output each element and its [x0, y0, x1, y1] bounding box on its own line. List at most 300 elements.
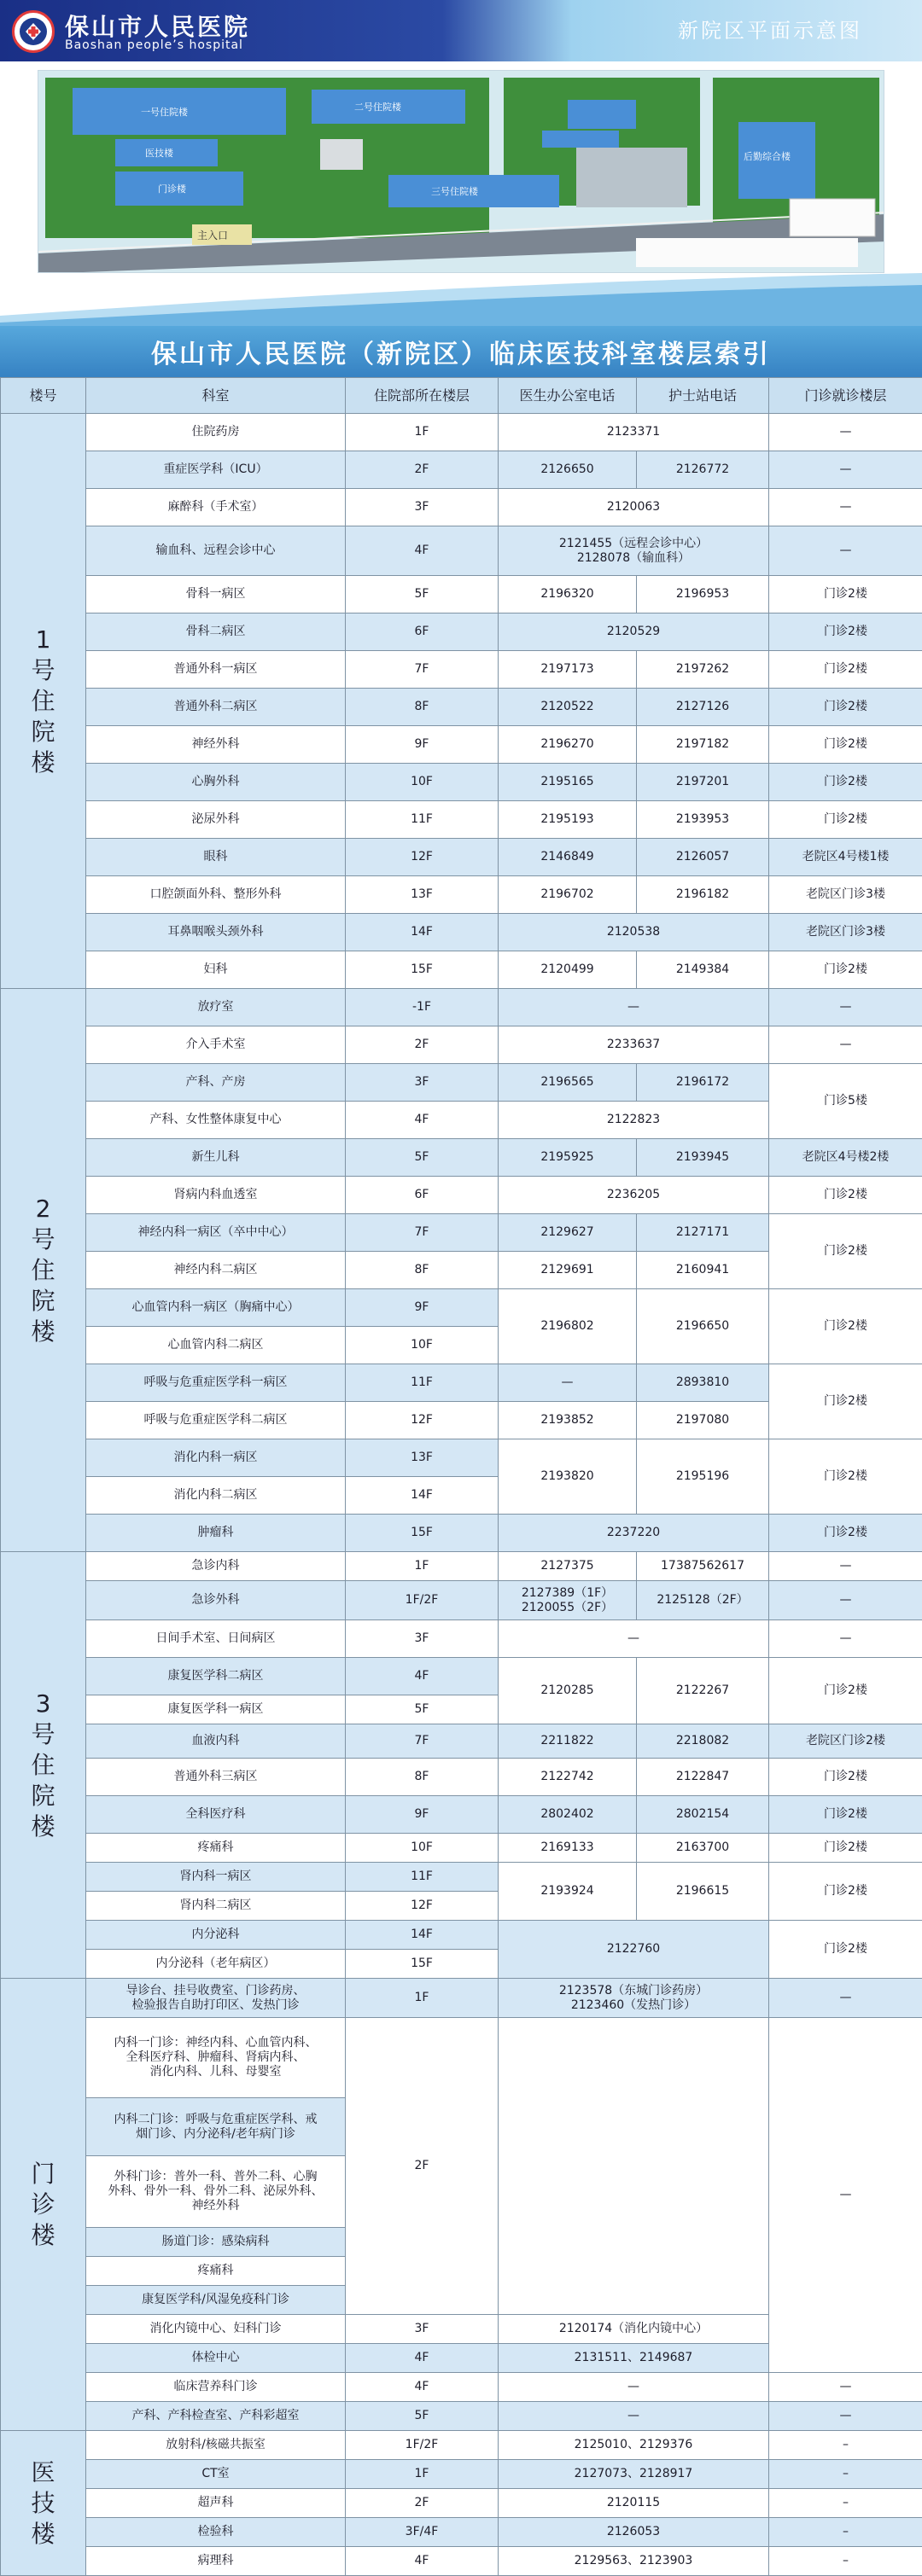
- floor-cell: 8F: [346, 1252, 499, 1289]
- floor-cell: 7F: [346, 651, 499, 689]
- doctor-cell: 2195165: [499, 764, 637, 801]
- hospital-name-en: Baoshan people’s hospital: [65, 38, 243, 52]
- phone-cell: 2127073、2128917: [499, 2460, 769, 2489]
- table-row: [1, 2402, 922, 2431]
- floor-cell: 8F: [346, 689, 499, 726]
- clinic-cell: 门诊2楼: [769, 1214, 922, 1289]
- department-cell: 急诊内科: [86, 1552, 346, 1581]
- table-row: [1, 1658, 922, 1695]
- floor-cell: 7F: [346, 1724, 499, 1759]
- department-cell: 消化内科二病区: [86, 1477, 346, 1515]
- map-label-tech: 医技楼: [145, 147, 174, 159]
- clinic-cell: 门诊2楼: [769, 1439, 922, 1515]
- doctor-cell: 2196702: [499, 876, 637, 914]
- phone-cell: 2120174（消化内镜中心）: [499, 2315, 769, 2344]
- department-cell: 肿瘤科: [86, 1515, 346, 1552]
- column-header: 住院部所在楼层: [346, 378, 499, 414]
- building-name: 1 号 住 院 楼: [1, 414, 86, 989]
- table-row: [1, 489, 922, 526]
- department-cell: 外科门诊：普外一科、普外二科、心胸 外科、骨外一科、骨外二科、泌尿外科、 神经外科: [86, 2156, 346, 2228]
- department-cell: 病理科: [86, 2547, 346, 2576]
- floor-cell: 11F: [346, 801, 499, 839]
- phone-cell: 2121455（远程会诊中心） 2128078（输血科）: [499, 526, 769, 576]
- department-cell: 呼吸与危重症医学科二病区: [86, 1402, 346, 1439]
- nurse-cell: 2126057: [637, 839, 769, 876]
- doctor-cell: —: [499, 1364, 637, 1402]
- nurse-cell: 2196172: [637, 1064, 769, 1102]
- department-cell: 肾病内科血透室: [86, 1177, 346, 1214]
- floor-cell: 1F: [346, 1552, 499, 1581]
- clinic-cell: —: [769, 2373, 922, 2402]
- clinic-cell: —: [769, 989, 922, 1026]
- clinic-cell: —: [769, 414, 922, 451]
- department-cell: 介入手术室: [86, 1026, 346, 1064]
- department-cell: 泌尿外科: [86, 801, 346, 839]
- clinic-cell: —: [769, 2402, 922, 2431]
- clinic-cell: 门诊2楼: [769, 613, 922, 651]
- department-cell: 康复医学科二病区: [86, 1658, 346, 1695]
- clinic-cell: –: [769, 2460, 922, 2489]
- department-cell: 内分泌科: [86, 1921, 346, 1950]
- floor-cell: 3F/4F: [346, 2518, 499, 2547]
- clinic-cell: –: [769, 2547, 922, 2576]
- nurse-cell: 2802154: [637, 1796, 769, 1834]
- department-cell: 康复医学科一病区: [86, 1695, 346, 1724]
- doctor-cell: 2120522: [499, 689, 637, 726]
- decorative-wave: [0, 273, 922, 326]
- phone-cell: 2237220: [499, 1515, 769, 1552]
- phone-cell: 2123578（东城门诊药房） 2123460（发热门诊）: [499, 1979, 769, 2018]
- nurse-cell: 2160941: [637, 1252, 769, 1289]
- department-cell: 妇科: [86, 951, 346, 989]
- floor-cell: 3F: [346, 1620, 499, 1658]
- column-header: 护士站电话: [637, 378, 769, 414]
- department-cell: 内科一门诊：神经内科、心血管内科、 全科医疗科、肿瘤科、肾病内科、 消化内科、儿科、母婴室: [86, 2018, 346, 2098]
- map-label-b1: 一号住院楼: [141, 106, 189, 118]
- floor-cell: 4F: [346, 1658, 499, 1695]
- department-cell: 消化内镜中心、妇科门诊: [86, 2315, 346, 2344]
- nurse-cell: 2197182: [637, 726, 769, 764]
- table-row: [1, 2489, 922, 2518]
- floor-cell: 13F: [346, 876, 499, 914]
- doctor-cell: 2195193: [499, 801, 637, 839]
- doctor-cell: 2193852: [499, 1402, 637, 1439]
- clinic-cell: 门诊2楼: [769, 1515, 922, 1552]
- table-row: [1, 989, 922, 1026]
- department-cell: 神经外科: [86, 726, 346, 764]
- floor-cell: 6F: [346, 1177, 499, 1214]
- department-cell: 骨科一病区: [86, 576, 346, 613]
- clinic-cell: 门诊2楼: [769, 1921, 922, 1979]
- floor-cell: 2F: [346, 451, 499, 489]
- clinic-cell: 门诊5楼: [769, 1064, 922, 1139]
- nurse-cell: 2197080: [637, 1402, 769, 1439]
- department-cell: 心胸外科: [86, 764, 346, 801]
- table-row: [1, 2460, 922, 2489]
- department-cell: 肠道门诊：感染病科: [86, 2228, 346, 2257]
- department-cell: 产科、女性整体康复中心: [86, 1102, 346, 1139]
- floor-cell: 7F: [346, 1214, 499, 1252]
- department-cell: 放疗室: [86, 989, 346, 1026]
- floor-cell: 5F: [346, 1139, 499, 1177]
- doctor-cell: 2211822: [499, 1724, 637, 1759]
- clinic-cell: 老院区4号楼1楼: [769, 839, 922, 876]
- floor-cell: 8F: [346, 1759, 499, 1796]
- department-cell: 新生儿科: [86, 1139, 346, 1177]
- table-row: [1, 451, 922, 489]
- clinic-cell: 门诊2楼: [769, 689, 922, 726]
- table-row: [1, 613, 922, 651]
- department-cell: 体检中心: [86, 2344, 346, 2373]
- department-cell: 普通外科二病区: [86, 689, 346, 726]
- floor-cell: 3F: [346, 1064, 499, 1102]
- doctor-cell: 2126650: [499, 451, 637, 489]
- building-name: 门 诊 楼: [1, 1979, 86, 2431]
- column-header: 医生办公室电话: [499, 378, 637, 414]
- department-floor-index-table: [0, 377, 922, 2576]
- table-row: [1, 1289, 922, 1327]
- table-row: [1, 1979, 922, 2018]
- nurse-cell: 2125128（2F）: [637, 1581, 769, 1620]
- doctor-cell: 2146849: [499, 839, 637, 876]
- department-cell: 口腔颌面外科、整形外科: [86, 876, 346, 914]
- table-row: [1, 1214, 922, 1252]
- department-cell: 耳鼻咽喉头颈外科: [86, 914, 346, 951]
- nurse-cell: 2218082: [637, 1724, 769, 1759]
- department-cell: 临床营养科门诊: [86, 2373, 346, 2402]
- doctor-cell: 2196802: [499, 1289, 637, 1364]
- department-cell: 急诊外科: [86, 1581, 346, 1620]
- department-cell: 放射科/核磁共振室: [86, 2431, 346, 2460]
- clinic-cell: —: [769, 2018, 922, 2373]
- table-row: [1, 876, 922, 914]
- table-row: [1, 801, 922, 839]
- table-row: [1, 651, 922, 689]
- floor-cell: 14F: [346, 1477, 499, 1515]
- floor-cell: 3F: [346, 489, 499, 526]
- floor-cell: 12F: [346, 1402, 499, 1439]
- floor-cell: 2F: [346, 1026, 499, 1064]
- nurse-cell: 2122847: [637, 1759, 769, 1796]
- table-row: [1, 1834, 922, 1863]
- nurse-cell: 2122267: [637, 1658, 769, 1724]
- table-row: [1, 2018, 922, 2098]
- clinic-cell: 门诊2楼: [769, 651, 922, 689]
- clinic-cell: —: [769, 451, 922, 489]
- floor-cell: 2F: [346, 2018, 499, 2315]
- clinic-cell: –: [769, 2431, 922, 2460]
- department-cell: 骨科二病区: [86, 613, 346, 651]
- clinic-cell: –: [769, 2518, 922, 2547]
- doctor-cell: 2193924: [499, 1863, 637, 1921]
- doctor-cell: 2122742: [499, 1759, 637, 1796]
- doctor-cell: 2127389（1F） 2120055（2F）: [499, 1581, 637, 1620]
- floor-cell: 4F: [346, 1102, 499, 1139]
- department-cell: 血液内科: [86, 1724, 346, 1759]
- floor-cell: 10F: [346, 1327, 499, 1364]
- table-row: [1, 2431, 922, 2460]
- table-row: [1, 1139, 922, 1177]
- clinic-cell: 门诊2楼: [769, 1658, 922, 1724]
- floor-cell: 3F: [346, 2315, 499, 2344]
- floor-cell: 1F: [346, 2460, 499, 2489]
- phone-cell: 2120063: [499, 489, 769, 526]
- clinic-cell: 老院区门诊2楼: [769, 1724, 922, 1759]
- table-row: [1, 576, 922, 613]
- clinic-cell: —: [769, 526, 922, 576]
- clinic-cell: 老院区4号楼2楼: [769, 1139, 922, 1177]
- doctor-cell: 2195925: [499, 1139, 637, 1177]
- table-row: [1, 1759, 922, 1796]
- nurse-cell: 2127171: [637, 1214, 769, 1252]
- table-row: [1, 526, 922, 576]
- table-row: [1, 1921, 922, 1950]
- clinic-cell: —: [769, 1581, 922, 1620]
- table-row: [1, 1796, 922, 1834]
- clinic-cell: 门诊2楼: [769, 1796, 922, 1834]
- clinic-cell: 门诊2楼: [769, 726, 922, 764]
- department-cell: 产科、产科检查室、产科彩超室: [86, 2402, 346, 2431]
- doctor-cell: 2196320: [499, 576, 637, 613]
- nurse-cell: 2163700: [637, 1834, 769, 1863]
- clinic-cell: 门诊2楼: [769, 764, 922, 801]
- floor-cell: 15F: [346, 1950, 499, 1979]
- hospital-name: 保山市人民医院: [65, 9, 250, 43]
- clinic-cell: —: [769, 1979, 922, 2018]
- floor-cell: 5F: [346, 1695, 499, 1724]
- nurse-cell: 2193953: [637, 801, 769, 839]
- clinic-cell: 门诊2楼: [769, 1177, 922, 1214]
- department-cell: 普通外科三病区: [86, 1759, 346, 1796]
- table-row: [1, 2518, 922, 2547]
- floor-cell: 10F: [346, 1834, 499, 1863]
- floor-cell: 1F: [346, 1979, 499, 2018]
- table-row: [1, 764, 922, 801]
- building-name: 3 号 住 院 楼: [1, 1552, 86, 1979]
- phone-cell: 2236205: [499, 1177, 769, 1214]
- floor-cell: 14F: [346, 1921, 499, 1950]
- phone-cell: 2233637: [499, 1026, 769, 1064]
- floor-cell: 9F: [346, 1796, 499, 1834]
- nurse-cell: 2127126: [637, 689, 769, 726]
- department-cell: 疼痛科: [86, 2257, 346, 2286]
- table-row: [1, 1177, 922, 1214]
- table-row: [1, 2547, 922, 2576]
- department-cell: 麻醉科（手术室）: [86, 489, 346, 526]
- clinic-cell: 门诊2楼: [769, 1863, 922, 1921]
- department-cell: 产科、产房: [86, 1064, 346, 1102]
- department-cell: 神经内科二病区: [86, 1252, 346, 1289]
- department-cell: 心血管内科二病区: [86, 1327, 346, 1364]
- floor-cell: 2F: [346, 2489, 499, 2518]
- doctor-cell: 2802402: [499, 1796, 637, 1834]
- floor-cell: 12F: [346, 839, 499, 876]
- department-cell: 内分泌科（老年病区）: [86, 1950, 346, 1979]
- nurse-cell: 2196615: [637, 1863, 769, 1921]
- map-label-entry: 主入口: [197, 230, 228, 241]
- table-row: [1, 1026, 922, 1064]
- table-row: [1, 1620, 922, 1658]
- clinic-cell: —: [769, 489, 922, 526]
- nurse-cell: 2149384: [637, 951, 769, 989]
- floor-cell: 14F: [346, 914, 499, 951]
- phone-cell: 2126053: [499, 2518, 769, 2547]
- doctor-cell: 2129691: [499, 1252, 637, 1289]
- phone-cell: 2122760: [499, 1921, 769, 1979]
- floor-cell: 1F/2F: [346, 1581, 499, 1620]
- phone-cell: 2123371: [499, 414, 769, 451]
- floor-cell: 9F: [346, 726, 499, 764]
- doctor-cell: 2129627: [499, 1214, 637, 1252]
- floor-cell: 11F: [346, 1863, 499, 1892]
- nurse-cell: 2196650: [637, 1289, 769, 1364]
- clinic-cell: 门诊2楼: [769, 1834, 922, 1863]
- department-cell: 呼吸与危重症医学科一病区: [86, 1364, 346, 1402]
- phone-cell: —: [499, 1620, 769, 1658]
- nurse-cell: 2196953: [637, 576, 769, 613]
- floor-cell: 10F: [346, 764, 499, 801]
- phone-cell: [499, 2018, 769, 2315]
- doctor-cell: 2193820: [499, 1439, 637, 1515]
- department-cell: 输血科、远程会诊中心: [86, 526, 346, 576]
- hospital-logo: [12, 10, 55, 53]
- table-row: [1, 1552, 922, 1581]
- department-cell: 普通外科一病区: [86, 651, 346, 689]
- table-row: [1, 1064, 922, 1102]
- table-row: [1, 1581, 922, 1620]
- doctor-cell: 2196565: [499, 1064, 637, 1102]
- floor-cell: 4F: [346, 2344, 499, 2373]
- department-cell: 康复医学科/风湿免疫科门诊: [86, 2286, 346, 2315]
- map-label-out: 门诊楼: [158, 183, 187, 195]
- table-row: [1, 1364, 922, 1402]
- department-cell: 眼科: [86, 839, 346, 876]
- phone-cell: —: [499, 2402, 769, 2431]
- department-cell: 神经内科一病区（卒中中心）: [86, 1214, 346, 1252]
- campus-map: [38, 70, 884, 273]
- nurse-cell: 17387562617: [637, 1552, 769, 1581]
- building-name: 医 技 楼: [1, 2431, 86, 2576]
- floor-cell: 4F: [346, 2547, 499, 2576]
- clinic-cell: 老院区门诊3楼: [769, 876, 922, 914]
- column-header: 楼号: [1, 378, 86, 414]
- phone-cell: 2120115: [499, 2489, 769, 2518]
- phone-cell: 2120529: [499, 613, 769, 651]
- phone-cell: —: [499, 2373, 769, 2402]
- clinic-cell: 门诊2楼: [769, 951, 922, 989]
- phone-cell: —: [499, 989, 769, 1026]
- floor-cell: 6F: [346, 613, 499, 651]
- clinic-cell: 门诊2楼: [769, 576, 922, 613]
- floor-cell: 12F: [346, 1892, 499, 1921]
- department-cell: 日间手术室、日间病区: [86, 1620, 346, 1658]
- department-cell: 重症医学科（ICU）: [86, 451, 346, 489]
- floor-cell: 4F: [346, 2373, 499, 2402]
- phone-cell: 2122823: [499, 1102, 769, 1139]
- phone-cell: 2120538: [499, 914, 769, 951]
- table-row: [1, 1439, 922, 1477]
- department-cell: 全科医疗科: [86, 1796, 346, 1834]
- department-cell: 肾内科二病区: [86, 1892, 346, 1921]
- nurse-cell: 2196182: [637, 876, 769, 914]
- doctor-cell: 2196270: [499, 726, 637, 764]
- clinic-cell: 门诊2楼: [769, 1759, 922, 1796]
- clinic-cell: —: [769, 1026, 922, 1064]
- nurse-cell: 2193945: [637, 1139, 769, 1177]
- clinic-cell: 门诊2楼: [769, 1289, 922, 1364]
- table-row: [1, 414, 922, 451]
- clinic-cell: —: [769, 1620, 922, 1658]
- floor-cell: 9F: [346, 1289, 499, 1327]
- department-cell: 消化内科一病区: [86, 1439, 346, 1477]
- column-header: 门诊就诊楼层: [769, 378, 922, 414]
- header-bar: [0, 0, 922, 61]
- floor-cell: 4F: [346, 526, 499, 576]
- nurse-cell: 2126772: [637, 451, 769, 489]
- table-row: [1, 839, 922, 876]
- doctor-cell: 2120285: [499, 1658, 637, 1724]
- clinic-cell: 老院区门诊3楼: [769, 914, 922, 951]
- clinic-cell: –: [769, 2489, 922, 2518]
- building-name: 2 号 住 院 楼: [1, 989, 86, 1552]
- clinic-cell: 门诊2楼: [769, 801, 922, 839]
- table-row: [1, 1724, 922, 1759]
- table-row: [1, 1515, 922, 1552]
- table-title-bar: [0, 326, 922, 377]
- nurse-cell: 2195196: [637, 1439, 769, 1515]
- phone-cell: 2125010、2129376: [499, 2431, 769, 2460]
- clinic-cell: —: [769, 1552, 922, 1581]
- floor-cell: 13F: [346, 1439, 499, 1477]
- map-label-admin: 后勤综合楼: [744, 150, 791, 162]
- floor-cell: 15F: [346, 1515, 499, 1552]
- floor-cell: 1F: [346, 414, 499, 451]
- doctor-cell: 2169133: [499, 1834, 637, 1863]
- floor-cell: 1F/2F: [346, 2431, 499, 2460]
- map-title: 新院区平面示意图: [678, 14, 862, 44]
- doctor-cell: 2197173: [499, 651, 637, 689]
- floor-cell: 11F: [346, 1364, 499, 1402]
- doctor-cell: 2120499: [499, 951, 637, 989]
- table-header-row: [1, 378, 922, 414]
- department-cell: 住院药房: [86, 414, 346, 451]
- department-cell: CT室: [86, 2460, 346, 2489]
- table-row: [1, 2373, 922, 2402]
- department-cell: 导诊台、挂号收费室、门诊药房、 检验报告自助打印区、发热门诊: [86, 1979, 346, 2018]
- department-cell: 检验科: [86, 2518, 346, 2547]
- table-row: [1, 1863, 922, 1892]
- department-cell: 内科二门诊：呼吸与危重症医学科、戒 烟门诊、内分泌科/老年病门诊: [86, 2098, 346, 2156]
- column-header: 科室: [86, 378, 346, 414]
- nurse-cell: 2893810: [637, 1364, 769, 1402]
- department-cell: 超声科: [86, 2489, 346, 2518]
- department-cell: 心血管内科一病区（胸痛中心）: [86, 1289, 346, 1327]
- map-label-b3: 三号住院楼: [431, 185, 479, 197]
- phone-cell: 2131511、2149687: [499, 2344, 769, 2373]
- nurse-cell: 2197262: [637, 651, 769, 689]
- department-cell: 疼痛科: [86, 1834, 346, 1863]
- doctor-cell: 2127375: [499, 1552, 637, 1581]
- table-row: [1, 726, 922, 764]
- floor-cell: 5F: [346, 576, 499, 613]
- table-row: [1, 951, 922, 989]
- nurse-cell: 2197201: [637, 764, 769, 801]
- department-cell: 肾内科一病区: [86, 1863, 346, 1892]
- floor-cell: -1F: [346, 989, 499, 1026]
- phone-cell: 2129563、2123903: [499, 2547, 769, 2576]
- floor-cell: 5F: [346, 2402, 499, 2431]
- clinic-cell: 门诊2楼: [769, 1364, 922, 1439]
